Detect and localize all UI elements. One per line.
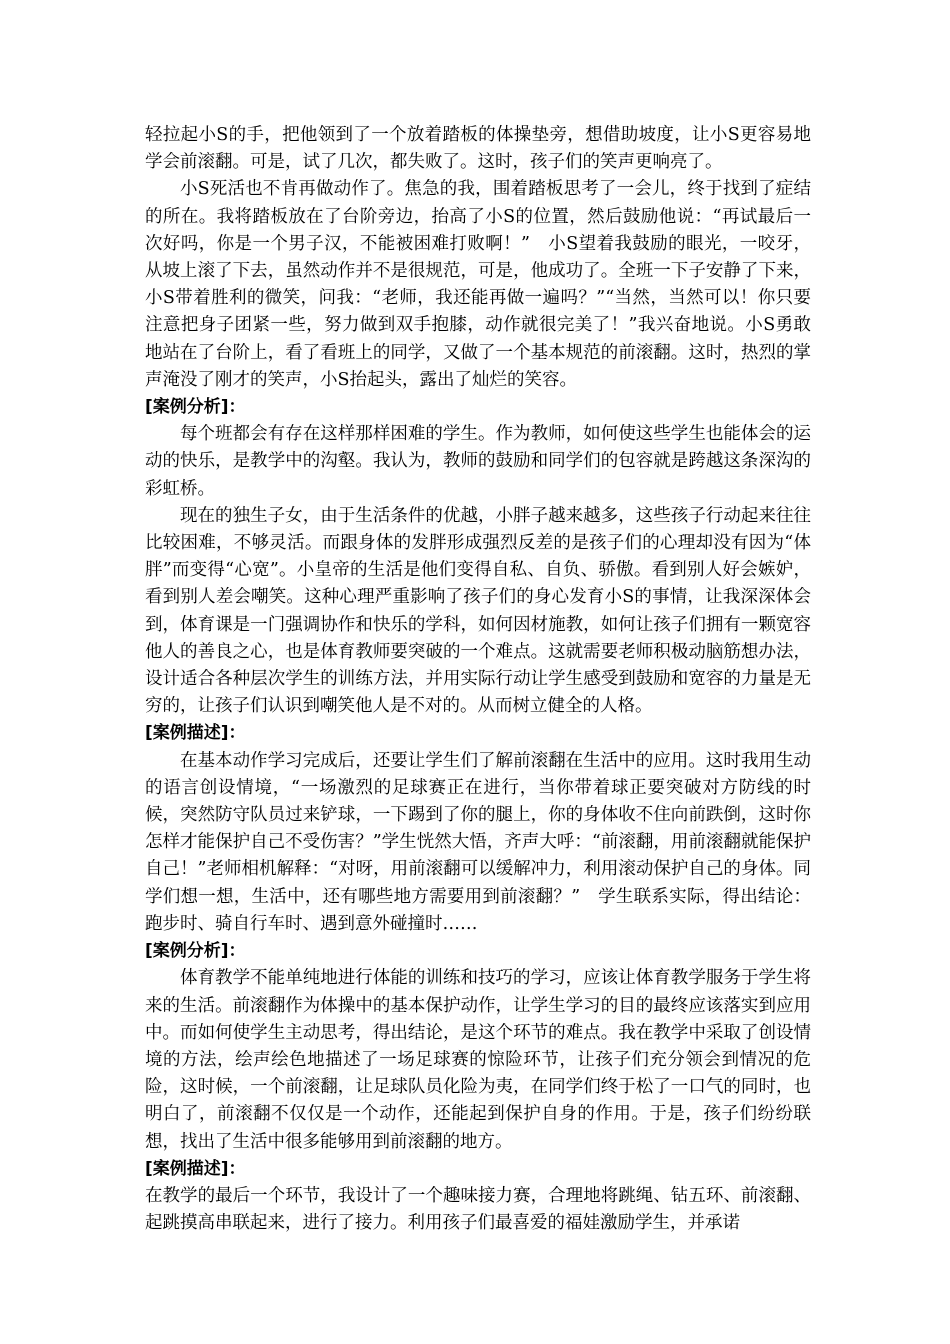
paragraph-2: 小S死活也不肯再做动作了。焦急的我，围着踏板思考了一会儿，终于找到了症结的所在。我将踏板放在了台阶旁边，抬高了小S的位置，然后鼓励他说：“再试最后一次好吗，你是一个男子汉，不能被困难打败啊！” 小S望着我鼓励的眼光，一咬牙，从坡上滚了下去，虽然动作并不是很规范，可是，他成功了。全班一下子安静了下来，小S带着胜利的微笑，问我：“老师，我还能再做一遍吗？”“当然，当然可以！你只要注意把身子团紧一些，努力做到双手抱膝，动作就很完美了！”我兴奋地说。小S勇敢地站在了台阶上，看了看班上的同学，又做了一个基本规范的前滚翻。这时，热烈的掌声淹没了刚才的笑声，小S抬起头，露出了灿烂的笑容。 [145, 179, 811, 390]
paragraph-1: 轻拉起小S的手，把他领到了一个放着踏板的体操垫旁，想借助坡度，让小S更容易地学会前滚翻。可是，试了几次，都失败了。这时，孩子们的笑声更响亮了。 [145, 125, 811, 173]
section-heading-description-2: [案例描述]： [145, 1158, 246, 1179]
document-page [145, 122, 811, 1237]
paragraph-7: 在教学的最后一个环节，我设计了一个趣味接力赛，合理地将跳绳、钻五环、前滚翻、起跳摸高串联起来，进行了接力。利用孩子们最喜爱的福娃激励学生，并承诺 [145, 1185, 811, 1234]
paragraph-4: 现在的独生子女，由于生活条件的优越，小胖子越来越多，这些孩子行动起来往往比较困难，不够灵活。而跟身体的发胖形成强烈反差的是孩子们的心理却没有因为“体胖”而变得“心宽”。小皇帝的生活是他们变得自私、自负、骄傲。看到别人好会嫉妒，看到别人差会嘲笑。这种心理严重影响了孩子们的身心发育小S的事情，让我深深体会到，体育课是一门强调协作和快乐的学科，如何因材施教，如何让孩子们拥有一颗宽容他人的善良之心，也是体育教师要突破的一个难点。这就需要老师积极动脑筋想办法，设计适合各种层次学生的训练方法，并用实际行动让学生感受到鼓励和宽容的力量是无穷的，让孩子们认识到嘲笑他人是不对的。从而树立健全的人格。 [145, 505, 811, 717]
section-heading-description-1: [案例描述]： [145, 723, 246, 744]
paragraph-3: 每个班都会有存在这样那样困难的学生。作为教师，如何使这些学生也能体会的运动的快乐，是教学中的沟壑。我认为，教师的鼓励和同学们的包容就是跨越这条深沟的彩虹桥。 [145, 424, 811, 499]
paragraph-5: 在基本动作学习完成后，还要让学生们了解前滚翻在生活中的应用。这时我用生动的语言创设情境，“一场激烈的足球赛正在进行，当你带着球正要突破对方防线的时候，突然防守队员过来铲球，一下踢到了你的腿上，你的身体收不住向前跌倒，这时你怎样才能保护自己不受伤害？”学生恍然大悟，齐声大呼：“前滚翻，用前滚翻就能保护自己！”老师相机解释：“对呀，用前滚翻可以缓解冲力，利用滚动保护自己的身体。同学们想一想，生活中，还有哪些地方需要用到前滚翻？” 学生联系实际，得出结论：跑步时、骑自行车时、遇到意外碰撞时…… [145, 750, 811, 934]
section-heading-analysis-1: [案例分析]： [145, 397, 246, 418]
section-heading-analysis-2: [案例分析]： [145, 941, 246, 962]
paragraph-6: 体育教学不能单纯地进行体能的训练和技巧的学习，应该让体育教学服务于学生将来的生活。前滚翻作为体操中的基本保护动作，让学生学习的目的最终应该落实到应用中。而如何使学生主动思考，得出结论，是这个环节的难点。我在教学中采取了创设情境的方法，绘声绘色地描述了一场足球赛的惊险环节，让孩子们充分领会到情况的危险，这时候，一个前滚翻，让足球队员化险为夷，在同学们终于松了一口气的同时，也明白了，前滚翻不仅仅是一个动作，还能起到保护自身的作用。于是，孩子们纷纷联想，找出了生活中很多能够用到前滚翻的地方。 [145, 968, 811, 1152]
